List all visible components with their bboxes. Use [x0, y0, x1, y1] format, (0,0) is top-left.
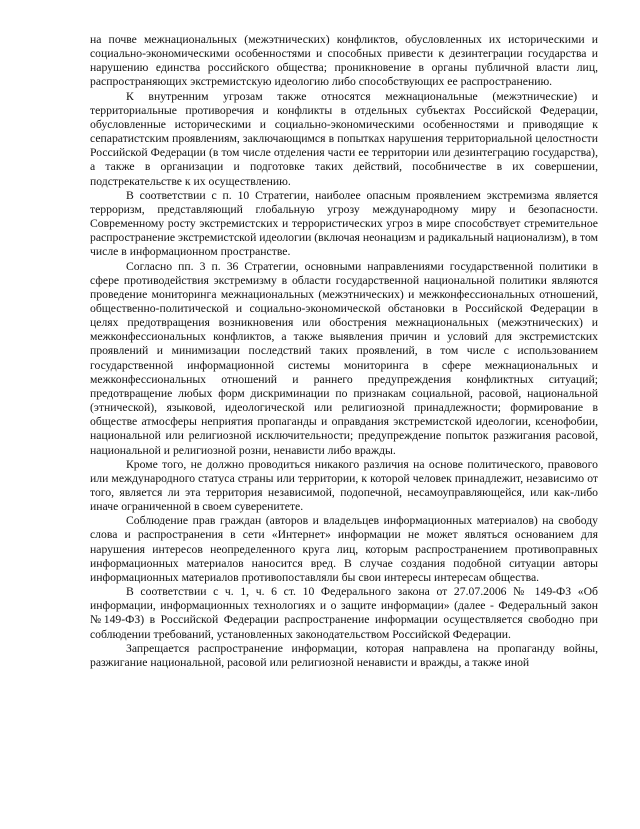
- paragraph-2: К внутренним угрозам также относятся межнациональные (межэтнические) и территориальные противоречия и конфликты в отдельных субъектах Российской Федерации, обусловленные историческими и социально-экономическими особенностями и приводящие к сепаратистским проявлениям, заключающимся в попытках нарушения территориальной целостности Российской Федерации (в том числе отделения части ее территории или дезинтеграцию государства), а также в организации и подготовке таких действий, пособничестве в их совершении, подстрекательстве к их осуществлению.: [90, 89, 598, 188]
- paragraph-1: на почве межнациональных (межэтнических) конфликтов, обусловленных их историческими и социально-экономическими особенностями и способных привести к дезинтеграции государства и нарушению единства российского общества; проникновение в органы публичной власти лиц, распространяющих экстремистскую идеологию либо способствующих ее распространению.: [90, 33, 598, 89]
- paragraph-8: Запрещается распространение информации, которая направлена на пропаганду войны, разжигание национальной, расовой или религиозной ненависти и вражды, а также иной: [90, 641, 598, 669]
- paragraph-5: Кроме того, не должно проводиться никакого различия на основе политического, правового или международного статуса страны или территории, к которой человек принадлежит, независимо от того, является ли эта территория независимой, подопечной, несамоуправляющейся, или как-либо иначе ограниченной в своем суверенитете.: [90, 457, 598, 514]
- document-page: [90, 33, 598, 670]
- paragraph-7: В соответствии с ч. 1, ч. 6 ст. 10 Федерального закона от 27.07.2006 № 149-ФЗ «Об информации, информационных технологиях и о защите информации» (далее - Федеральный закон №149-ФЗ) в Российской Федерации распространение информации осуществляется свободно при соблюдении требований, установленных законодательством Российской Федерации.: [90, 585, 598, 641]
- paragraph-6: Соблюдение прав граждан (авторов и владельцев информационных материалов) на свободу слова и распространения в сети «Интернет» информации не может являться основанием для нарушения интересов неопределенного круга лиц, которым распространением противоправных информационных материалов наносится вред. В случае создания подобной ситуации авторы информационных материалов противопоставляли бы свои интересы интересам общества.: [90, 514, 598, 584]
- paragraph-4: Согласно пп. 3 п. 36 Стратегии, основными направлениями государственной политики в сфере противодействия экстремизму в области государственной национальной политики являются проведение мониторинга межнациональных (межэтнических) и межконфессиональных отношений, общественно-политической и социально-экономической обстановки в Российской Федерации в целях предотвращения возникновения или обострения межнациональных (межэтнических) и межконфессиональных конфликтов, а также выявления причин и условий для экстремистских проявлений и минимизации последствий таких проявлений, в том числе с использованием государственной информационной системы мониторинга в сфере межнациональных и межконфессиональных отношений и раннего предупреждения конфликтных ситуаций; предотвращение любых форм дискриминации по признакам социальной, расовой, национальной (этнической), языковой, идеологической или религиозной принадлежности; формирование в обществе атмосферы неприятия пропаганды и оправдания экстремистской идеологии, ксенофобии, национальной или религиозной исключительности; предупреждение попыток разжигания расовой, национальной и религиозной розни, ненависти либо вражды.: [90, 259, 598, 457]
- paragraph-3: В соответствии с п. 10 Стратегии, наиболее опасным проявлением экстремизма является терроризм, представляющий глобальную угрозу международному миру и безопасности. Современному росту экстремистских и террористических угроз в мире способствует стремительное распространение экстремистской идеологии (включая неонацизм и радикальный национализм), в том числе в информационном пространстве.: [90, 188, 598, 259]
